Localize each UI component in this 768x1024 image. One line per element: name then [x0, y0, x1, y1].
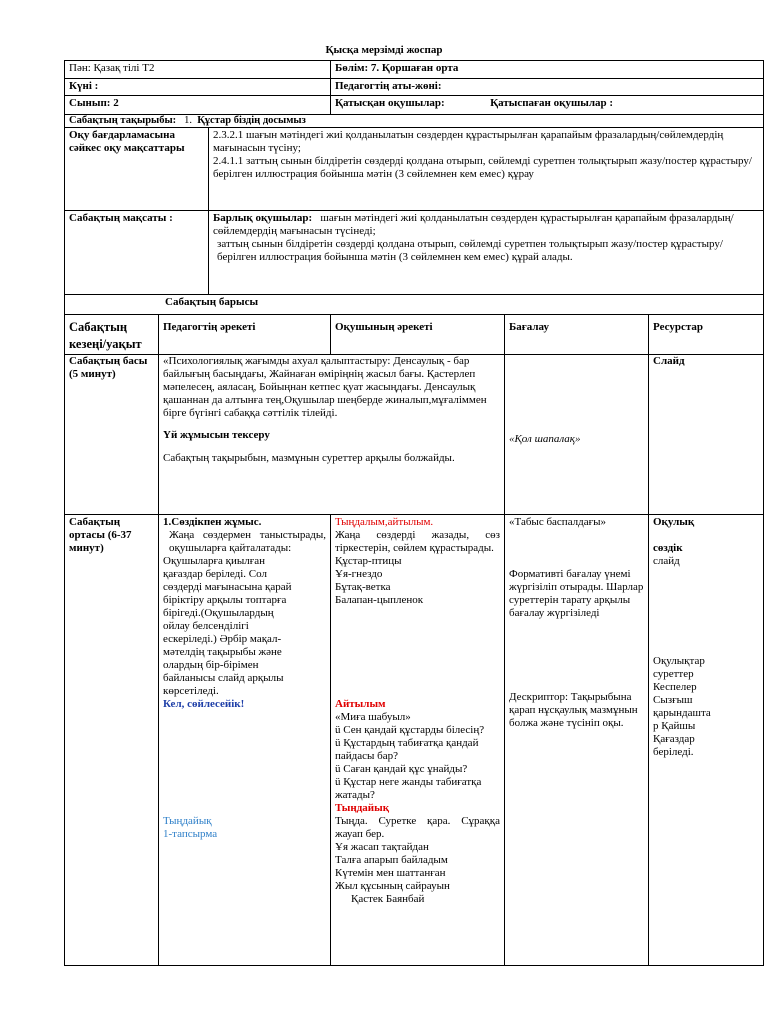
- word-item: Бұтақ-ветка: [335, 581, 391, 593]
- poem-line: Талға апарып байладым: [335, 854, 448, 866]
- topic-number: 1.: [184, 115, 192, 126]
- middle-assessment-cell: [505, 515, 649, 966]
- progress-row: [65, 295, 764, 315]
- absent-label: Қатыспаған оқушылар :: [490, 97, 614, 109]
- objectives-text: [209, 128, 764, 211]
- question-item: ü Сен қандай құстарды білесің?: [335, 724, 485, 736]
- column-header-row: [65, 315, 764, 355]
- col-stage-header: Сабақтың кезеңі/уақыт: [65, 315, 159, 355]
- progress-label: Сабақтың барысы: [65, 295, 764, 315]
- poem: [335, 841, 500, 906]
- vocab-line: ескеріледі.) Әрбір мақал-: [163, 633, 282, 645]
- formative-assessment: Формативті бағалау үнемі жүргізіліп отырады. Шарлар суреттерін тарату арқылы бағалау жүргізіледі: [509, 568, 644, 619]
- lesson-middle-row: [65, 515, 764, 966]
- attendance-cell: [331, 96, 764, 115]
- vocab-line: біріктіру арқылы топтарға: [163, 594, 287, 606]
- homework-text: Сабақтың тақырыбын, мазмұнын суреттер арқылы болжайды.: [163, 452, 455, 464]
- topic-row: [65, 115, 764, 128]
- poem-line: Ұя жасап тақтайдан: [335, 841, 429, 853]
- lesson-plan-table: [64, 60, 764, 966]
- middle-student-cell: [331, 515, 505, 966]
- warmup-text: «Психологиялық жағымды ахуал қалыптастыру: Денсаулық - бар байлығың басыңдағы, Жайнаған өміріңнің жасыл бағы. Қастерлеп мәпелесең, аяласаң, Бойыңнан кетпес қуат жасыңдағы. Денсаулық қашаннан да алтынға тең,Оқушылар шеңберде жиналып,мұғаліммен бірге бүгінгі сабаққа сәттілік тілейді.: [163, 355, 487, 419]
- grade-cell: Сынып: 2: [65, 96, 331, 115]
- success-ladder: «Табыс баспалдағы»: [509, 516, 607, 528]
- student-task-text: Жаңа сөздерді жазады, сөз тіркестерін, сөйлем құрастырады.: [335, 529, 500, 554]
- vocab-line: Оқушыларға қиылған: [163, 555, 266, 567]
- listen-task-text: Тыңда. Суретке қара. Сұраққа жауап бер.: [335, 815, 500, 840]
- word-list: [335, 555, 500, 607]
- start-resources-cell: Слайд: [649, 355, 764, 515]
- resource-item: Оқулықтар: [653, 655, 705, 667]
- all-students-label: Барлық оқушылар:: [213, 212, 313, 224]
- poem-author: Қастек Баянбай: [351, 893, 425, 905]
- vocab-line: олардың бір-бірімен: [163, 659, 259, 671]
- res-dictionary: сөздік: [653, 542, 683, 554]
- vocab-line: байланысы слайд арқылы: [163, 672, 284, 684]
- goal-1: [213, 212, 759, 238]
- listen2-label: Тыңдайық: [335, 802, 390, 814]
- start-assessment-cell: [505, 355, 649, 515]
- col-resources-header: Ресурстар: [649, 315, 764, 355]
- day-cell: Күні :: [65, 79, 331, 96]
- lets-talk-label: Кел, сөйлесейік!: [163, 698, 245, 710]
- section-cell: Бөлім: 7. Қоршаған орта: [331, 61, 764, 79]
- middle-stage-cell: Сабақтың ортасы (6-37 минут): [65, 515, 159, 966]
- resource-item: Сызғыш: [653, 694, 693, 706]
- grade-row: [65, 96, 764, 115]
- vocab-line: сөздерді мағынасына қарай: [163, 581, 292, 593]
- question-item: ü Саған қандай құс ұнайды?: [335, 763, 468, 775]
- vocab-line: ойлау белсенділігі: [163, 620, 249, 632]
- subject-row: [65, 61, 764, 79]
- poem-line: Күтемін мен шаттанған: [335, 867, 446, 879]
- vocab-lines: [163, 555, 326, 698]
- start-stage-cell: Сабақтың басы (5 минут): [65, 355, 159, 515]
- vocab-text: Жаңа сөздермен таныстырады, оқушыларға қайталатады:: [169, 529, 326, 554]
- vocab-line: көрсетіледі.: [163, 685, 219, 697]
- resource-item: қарындашта: [653, 707, 711, 719]
- vocab-line: мәтелдің тақырыбы және: [163, 646, 282, 658]
- listen-label: Тыңдайық: [163, 815, 212, 827]
- task-label: 1-тапсырма: [163, 828, 218, 840]
- resource-item: Қағаздар: [653, 733, 695, 745]
- vocab-line: бірігеді.(Оқушылардың: [163, 607, 274, 619]
- subject-cell: Пән: Қазақ тілі Т2: [65, 61, 331, 79]
- applause-assessment: «Қол шапалақ»: [509, 433, 581, 445]
- question-list: [335, 724, 500, 802]
- col-teacher-header: Педагогтің әрекеті: [159, 315, 331, 355]
- word-item: Құстар-птицы: [335, 555, 402, 567]
- brainstorm-title: «Миға шабуыл»: [335, 711, 411, 723]
- col-assessment-header: Бағалау: [505, 315, 649, 355]
- resource-item: беріледі.: [653, 746, 694, 758]
- topic-value: Құстар біздің досымыз: [197, 115, 306, 126]
- lesson-start-row: [65, 355, 764, 515]
- document-title: Қысқа мерзімді жоспар: [325, 44, 443, 56]
- listen-speak-label: Тыңдалым,айтылым.: [335, 516, 434, 528]
- col-student-header: Оқушының әрекеті: [331, 315, 505, 355]
- question-item: ü Құстардың табиғатқа қандай пайдасы бар?: [335, 737, 479, 762]
- objectives-row: [65, 128, 764, 211]
- topic-label: Сабақтың тақырыбы:: [69, 115, 177, 126]
- question-item: ü Құстар неге жанды табиғатқа жатады?: [335, 776, 482, 801]
- homework-title: Үй жұмысын тексеру: [163, 429, 270, 441]
- descriptor: Дескриптор: Тақырыбына қарап нұсқаулық мазмұнын болжа және түсініп оқы.: [509, 691, 638, 729]
- middle-resources-cell: [649, 515, 764, 966]
- goals-text: [209, 211, 764, 295]
- vocab-line: қағаздар беріледі. Сол: [163, 568, 267, 580]
- goals-row: [65, 211, 764, 295]
- word-item: Балапан-цыпленок: [335, 594, 424, 606]
- objective-2: 2.4.1.1 заттың сынын білдіретін сөздерді қолдана отырып, сөйлемді суретпен толықтырып жазу/постер құрастыру/ берілген иллюстрация бойынша мәтін (3 сөйлемнен кем емес) құрау: [213, 155, 752, 180]
- day-row: [65, 79, 764, 96]
- teacher-name-cell: Педагогтің аты-жөні:: [331, 79, 764, 96]
- resource-item: суреттер: [653, 668, 694, 680]
- vocab-title: 1.Сөздікпен жұмыс.: [163, 516, 262, 528]
- present-label: Қатысқан оқушылар:: [335, 97, 445, 109]
- resource-item: р Қайшы: [653, 720, 696, 732]
- goal-1-text: шағын мәтіндегі жиі қолданылатын сөздерден құрастырылған қарапайым фразалардың/сөйлемдердің мағынасын түсінеді;: [213, 212, 734, 237]
- topic-cell: [65, 115, 764, 128]
- goal-2: заттың сынын білдіретін сөздерді қолдана отырып, сөйлемді суретпен толықтырып жазу/постер құрастыру/ берілген иллюстрация бойынша мәтін (3 сөйлемнен кем емес) құрай алады.: [217, 238, 723, 263]
- poem-line: Жыл құсының сайрауын: [335, 880, 450, 892]
- resource-list: [653, 655, 759, 759]
- objective-1: 2.3.2.1 шағын мәтіндегі жиі қолданылатын сөздерден құрастырылған қарапайым фразалардың/сөйлемдердің мағынасын түсіну;: [213, 129, 724, 154]
- goals-label: Сабақтың мақсаты :: [65, 211, 209, 295]
- res-textbook: Оқулық: [653, 516, 695, 528]
- speaking-label: Айтылым: [335, 698, 386, 710]
- resource-item: Кеспелер: [653, 681, 697, 693]
- res-slide: слайд: [653, 555, 680, 567]
- objectives-label: Оқу бағдарламасына сәйкес оқу мақсаттары: [65, 128, 209, 211]
- word-item: Ұя-гнездо: [335, 568, 383, 580]
- middle-teacher-cell: [159, 515, 331, 966]
- start-teacher-cell: [159, 355, 505, 515]
